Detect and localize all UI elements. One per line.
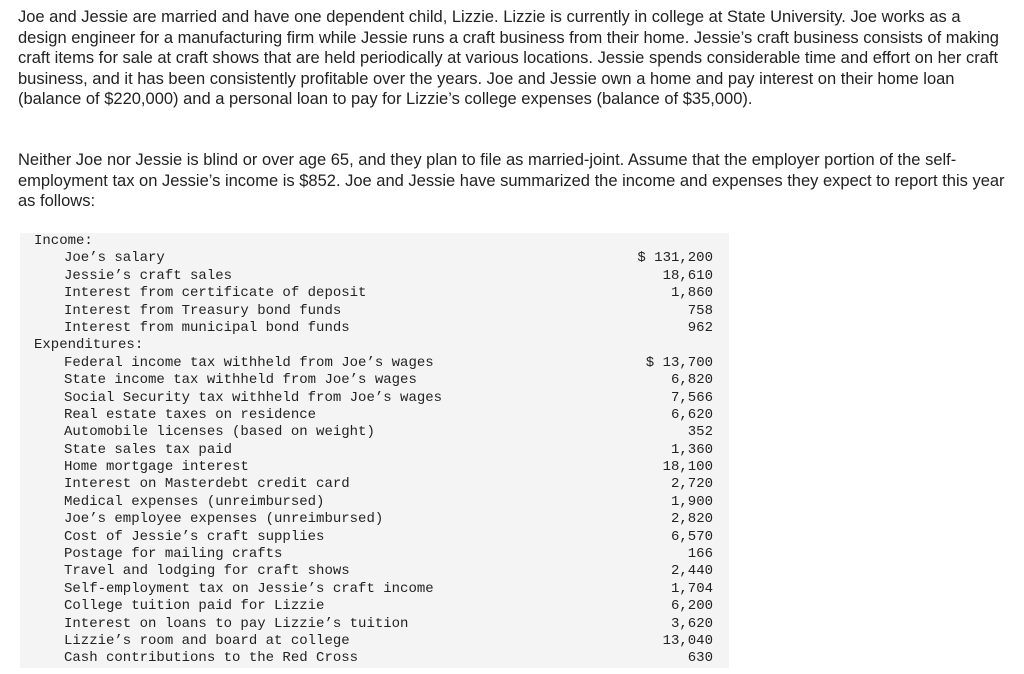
income-header-row	[20, 233, 729, 250]
expenditure-row-amount: 6,620	[670, 406, 713, 423]
income-row	[20, 250, 729, 267]
expenditure-row	[20, 424, 729, 441]
expenditure-rows	[20, 355, 729, 668]
income-row	[20, 268, 729, 285]
income-row-amount: 758	[687, 302, 713, 319]
expenditure-row	[20, 511, 729, 528]
expenditure-row-label: Travel and lodging for craft shows	[64, 563, 350, 580]
income-row-amount: $ 131,200	[637, 250, 713, 267]
expenditure-row-amount: $ 13,700	[645, 354, 713, 371]
income-header: Income:	[34, 233, 93, 249]
expenditure-row-label: Interest on loans to pay Lizzie’s tuition	[64, 615, 409, 632]
expenditure-row-label: Social Security tax withheld from Joe’s wages	[64, 389, 443, 406]
expenditure-row-label: Lizzie’s room and board at college	[64, 632, 350, 649]
income-row-label: Interest from certificate of deposit	[64, 285, 367, 302]
expenditure-row-label: Joe’s employee expenses (unreimbursed)	[64, 511, 384, 528]
expenditure-row-label: Cash contributions to the Red Cross	[64, 650, 359, 667]
expenditure-row	[20, 407, 729, 424]
expenditure-row-amount: 166	[687, 546, 713, 563]
expenditure-row-label: Self-employment tax on Jessie’s craft income	[64, 580, 434, 597]
expenditure-row	[20, 494, 729, 511]
income-row-amount: 962	[687, 319, 713, 336]
expenditure-row	[20, 476, 729, 493]
expenditure-row-amount: 3,620	[670, 615, 713, 632]
income-row-label: Interest from Treasury bond funds	[64, 302, 342, 319]
income-row	[20, 303, 729, 320]
expenditure-row-amount: 1,900	[670, 493, 713, 510]
expenditure-row-amount: 1,360	[670, 441, 713, 458]
income-row-amount: 1,860	[670, 285, 713, 302]
expenditure-row-amount: 6,570	[670, 528, 713, 545]
expenditure-row-label: Automobile licenses (based on weight)	[64, 424, 375, 441]
expenditure-row-amount: 7,566	[670, 389, 713, 406]
expenditure-row-amount: 1,704	[670, 580, 713, 597]
expenditure-row-label: State income tax withheld from Joe’s wages	[64, 372, 417, 389]
intro-paragraph: Joe and Jessie are married and have one dependent child, Lizzie. Lizzie is currently in college at State University. Joe works as a design engineer for a manufacturing firm while Jessie runs a craft business from their home. Jessie’s craft business consists of making craft items for sale at craft shows that are held periodically at various locations. Jessie spends considerable time and effort on her craft business, and it has been consistently profitable over the years. Joe and Jessie own a home and pay interest on their home loan (balance of $220,000) and a personal loan to pay for Lizzie’s college expenses (balance of $35,000).	[18, 8, 999, 108]
expenditure-row-amount: 2,820	[670, 511, 713, 528]
income-row-label: Jessie’s craft sales	[64, 267, 233, 284]
expenditure-row-label: Cost of Jessie’s craft supplies	[64, 528, 325, 545]
expenditure-row-amount: 13,040	[662, 632, 713, 649]
income-row-label: Joe’s salary	[64, 250, 165, 267]
expenditure-row-amount: 2,440	[670, 563, 713, 580]
income-rows	[20, 250, 729, 337]
expenditure-row	[20, 390, 729, 407]
expenditure-row-label: Federal income tax withheld from Joe’s wages	[64, 354, 434, 371]
expenditure-row-label: Real estate taxes on residence	[64, 406, 317, 423]
expenditure-row-amount: 6,200	[670, 598, 713, 615]
expenditure-row	[20, 442, 729, 459]
expenditure-row-label: Interest on Masterdebt credit card	[64, 476, 350, 493]
expenditure-row-amount: 352	[687, 424, 713, 441]
expenditure-row	[20, 459, 729, 476]
expenditure-row-amount: 6,820	[670, 372, 713, 389]
income-row-label: Interest from municipal bond funds	[64, 319, 350, 336]
expenditures-header: Expenditures:	[34, 337, 144, 354]
expenditure-row	[20, 581, 729, 598]
expenditure-row	[20, 355, 729, 372]
instructions-paragraph: Neither Joe nor Jessie is blind or over age 65, and they plan to file as married-joint. Assume that the employer portion of the self-employment tax on Jessie’s income is $852. Joe and Jessie have summarized the income and expenses they expect to report this year as follows:	[18, 151, 1005, 210]
expenditure-row-label: Postage for mailing crafts	[64, 546, 283, 563]
expenditure-row-amount: 2,720	[670, 476, 713, 493]
expenditure-row	[20, 546, 729, 563]
income-row	[20, 285, 729, 302]
income-expense-table	[20, 233, 729, 668]
expenditure-row	[20, 616, 729, 633]
expenditure-row	[20, 563, 729, 580]
expenditures-header-row	[20, 337, 729, 354]
expenditure-row	[20, 650, 729, 667]
expenditure-row-label: Home mortgage interest	[64, 459, 249, 476]
expenditure-row-amount: 18,100	[662, 459, 713, 476]
expenditure-row	[20, 529, 729, 546]
income-row	[20, 320, 729, 337]
income-row-amount: 18,610	[662, 267, 713, 284]
expenditure-row-amount: 630	[687, 650, 713, 667]
expenditure-row-label: College tuition paid for Lizzie	[64, 598, 325, 615]
expenditure-row	[20, 598, 729, 615]
expenditure-row	[20, 633, 729, 650]
expenditure-row	[20, 372, 729, 389]
expenditure-row-label: Medical expenses (unreimbursed)	[64, 493, 325, 510]
expenditure-row-label: State sales tax paid	[64, 441, 233, 458]
